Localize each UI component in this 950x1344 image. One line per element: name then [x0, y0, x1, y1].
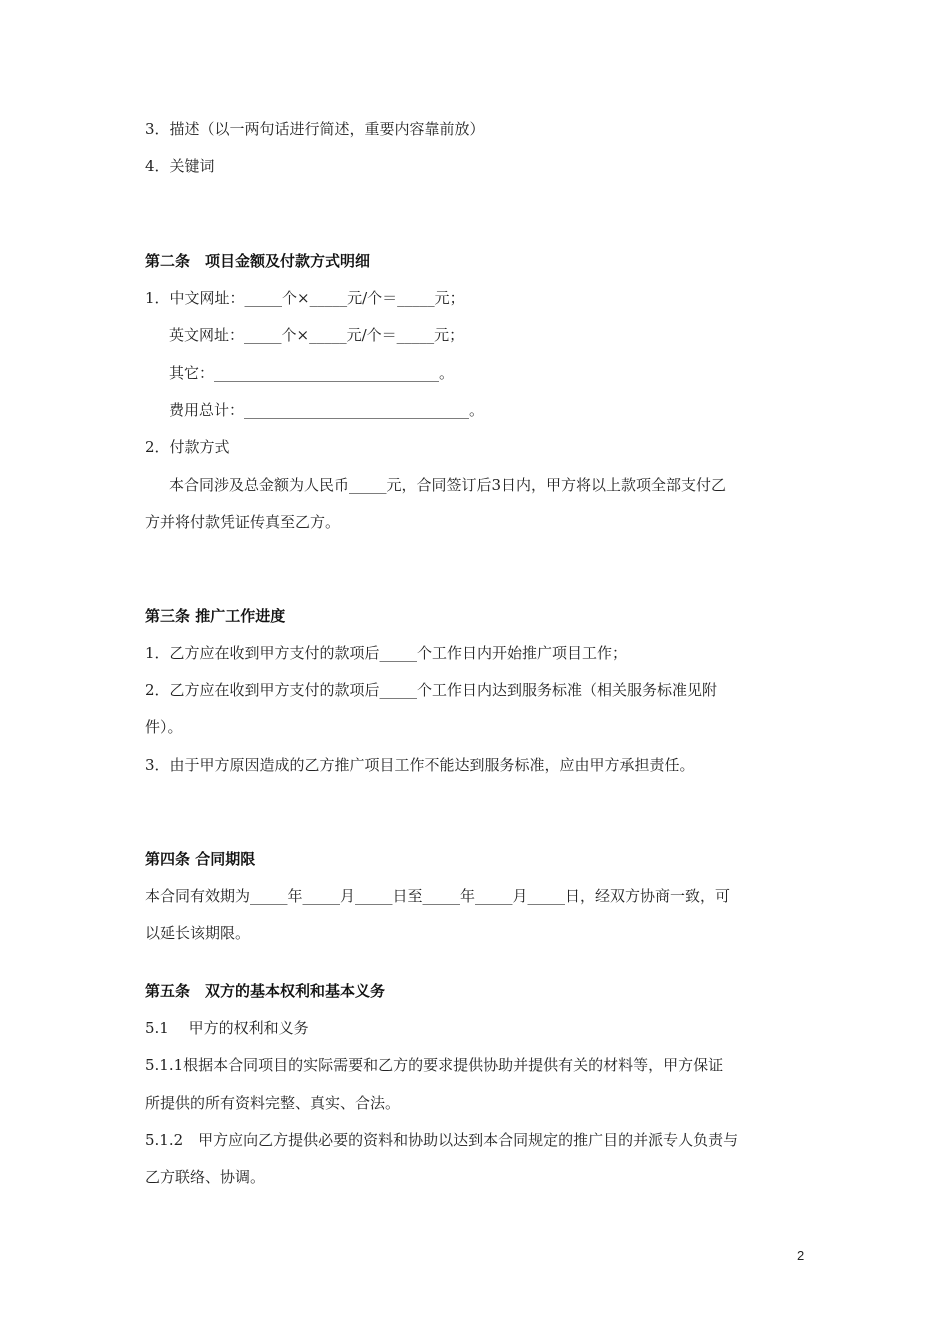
progress-item-2-line-1: 2．乙方应在收到甲方支付的款项后_____个工作日内达到服务标准（相关服务标准见附 [145, 681, 718, 699]
fee-chinese-url: 1．中文网址：_____个×_____元/个＝_____元； [145, 289, 465, 307]
progress-item-2-line-2: 件）。 [145, 718, 183, 736]
term-paragraph-line-2: 以延长该期限。 [145, 924, 251, 942]
clause-5-1-1-line-2: 所提供的所有资料完整、真实、合法。 [145, 1094, 401, 1112]
term-paragraph-line-1: 本合同有效期为_____年_____月_____日至_____年_____月_____日，经双方协商一致，可 [145, 887, 731, 905]
page-number: 2 [797, 1248, 805, 1263]
progress-item-3: 3．由于甲方原因造成的乙方推广项目工作不能达到服务标准，应由甲方承担责任。 [145, 756, 695, 774]
clause-5-1-2-line-2: 乙方联络、协调。 [145, 1168, 266, 1186]
article-2-heading: 第二条 项目金额及付款方式明细 [145, 252, 371, 270]
fee-other: 其它：______________________________。 [169, 364, 455, 382]
payment-paragraph-line-1: 本合同涉及总金额为人民币_____元，合同签订后3日内，甲方将以上款项全部支付乙 [169, 476, 727, 494]
article-3-heading: 第三条 推广工作进度 [145, 607, 286, 625]
payment-paragraph-line-2: 方并将付款凭证传真至乙方。 [145, 513, 341, 531]
clause-5-1-2-line-1: 5.1.2 甲方应向乙方提供必要的资料和协助以达到本合同规定的推广目的并派专人负责与 [145, 1131, 739, 1149]
payment-method-title: 2．付款方式 [145, 438, 230, 456]
article-5-heading: 第五条 双方的基本权利和基本义务 [145, 982, 386, 1000]
article-4-heading: 第四条 合同期限 [145, 850, 256, 868]
section-5-1-title: 5.1 甲方的权利和义务 [145, 1019, 309, 1037]
fee-total: 费用总计：______________________________。 [169, 401, 485, 419]
item-4-keywords: 4．关键词 [145, 157, 215, 175]
progress-item-1: 1．乙方应在收到甲方支付的款项后_____个工作日内开始推广项目工作； [145, 644, 628, 662]
fee-english-url: 英文网址：_____个×_____元/个＝_____元； [169, 326, 465, 344]
clause-5-1-1-line-1: 5.1.1根据本合同项目的实际需要和乙方的要求提供协助并提供有关的材料等，甲方保证 [145, 1056, 724, 1074]
item-3-description: 3．描述（以一两句话进行简述，重要内容靠前放） [145, 120, 485, 138]
